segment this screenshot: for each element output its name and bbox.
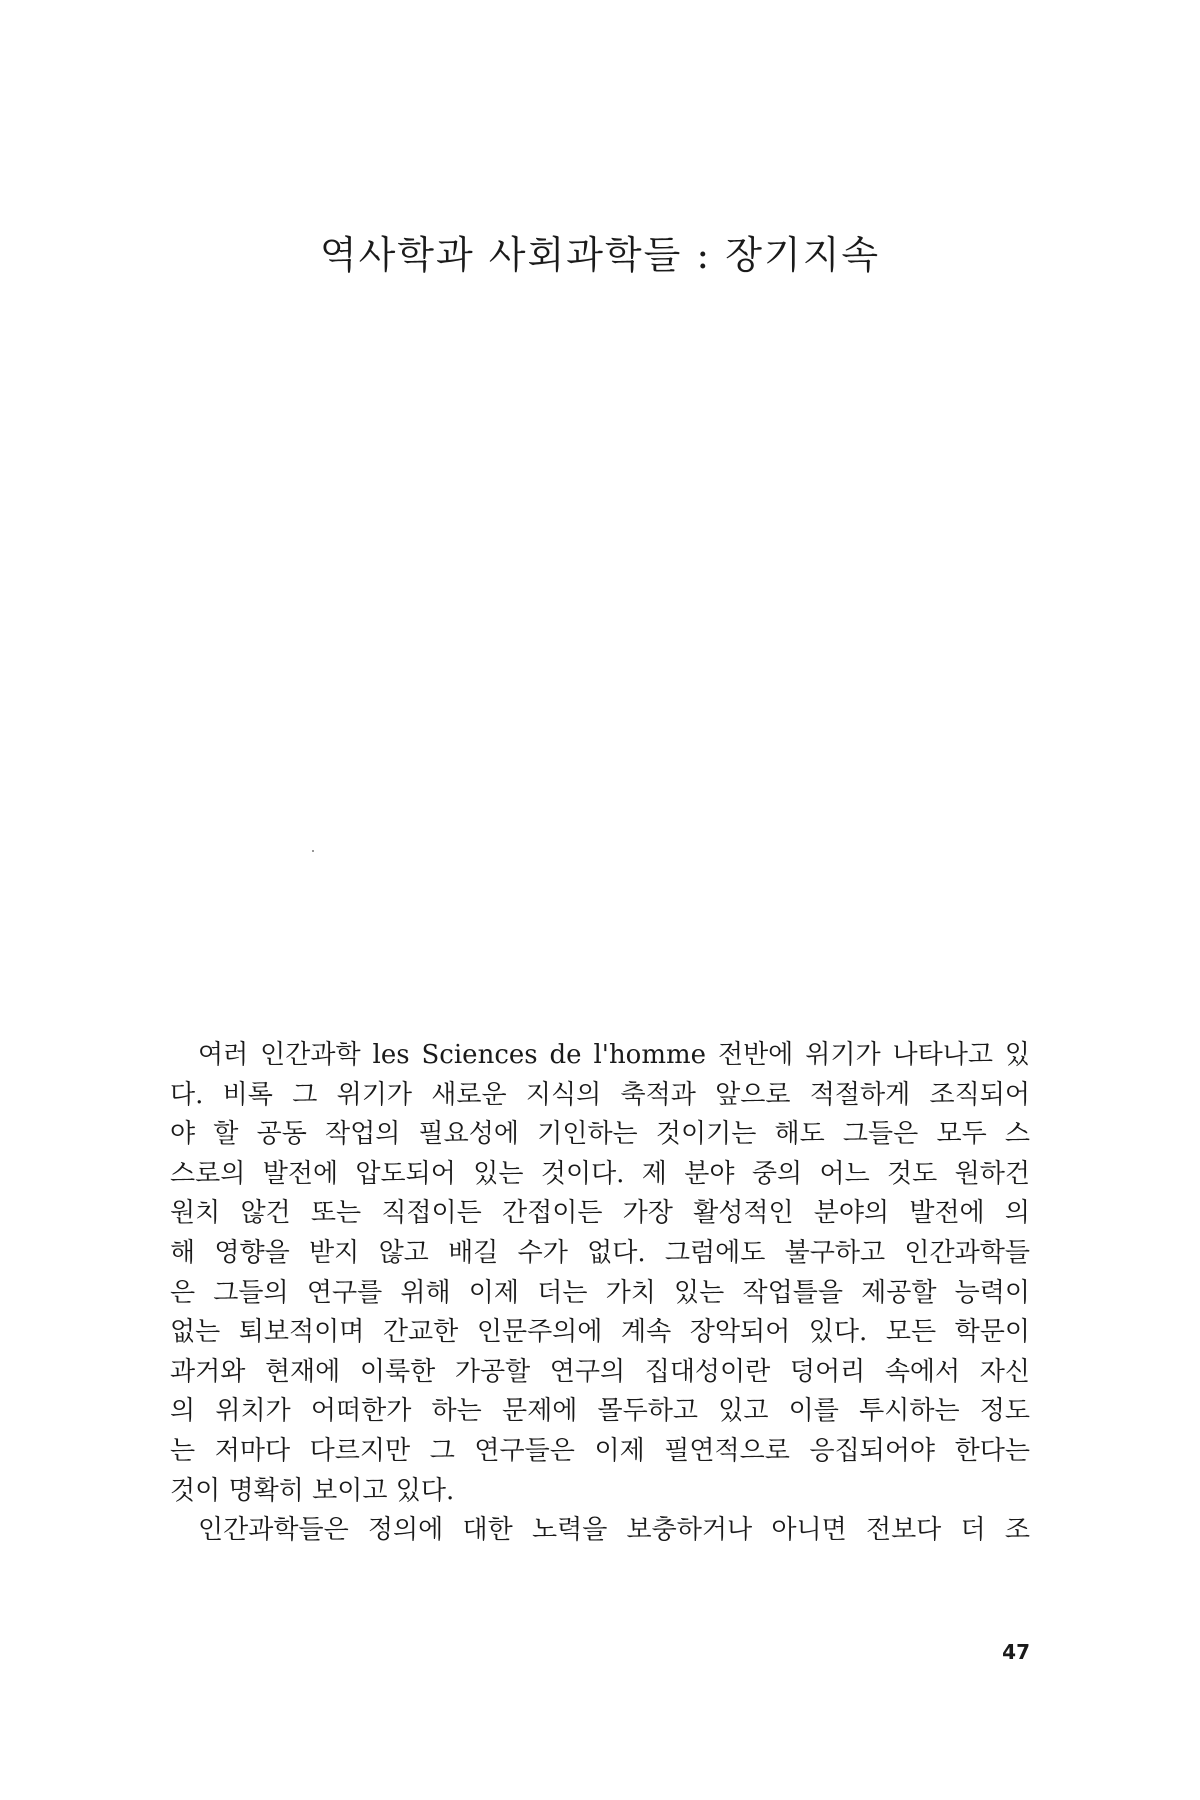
body-line: 의 위치가 어떠한가 하는 문제에 몰두하고 있고 이를 투시하는 정도 <box>170 1396 1030 1427</box>
body-line: 것이 명확히 보이고 있다. <box>170 1475 455 1506</box>
chapter-title: 역사학과 사회과학들 : 장기지속 <box>319 233 881 277</box>
body-line: 인간과학들은 정의에 대한 노력을 보충하거나 아니면 전보다 더 조 <box>198 1515 1030 1546</box>
body-line: 는 저마다 다르지만 그 연구들은 이제 필연적으로 응집되어야 한다는 <box>170 1435 1030 1466</box>
body-line: 은 그들의 연구를 위해 이제 더는 가치 있는 작업틀을 제공할 능력이 <box>170 1277 1030 1308</box>
body-line: 없는 퇴보적이며 간교한 인문주의에 계속 장악되어 있다. 모든 학문이 <box>170 1317 1030 1348</box>
body-line: 스로의 발전에 압도되어 있는 것이다. 제 분야 중의 어느 것도 원하건 <box>170 1158 1030 1189</box>
body-text <box>170 1036 1030 1551</box>
body-line: 여러 인간과학 les Sciences de l'homme 전반에 위기가 나타나고 있 <box>198 1040 1030 1070</box>
page-number: 47 <box>1002 1640 1030 1664</box>
body-line: 원치 않건 또는 직접이든 간접이든 가장 활성적인 분야의 발전에 의 <box>170 1198 1030 1229</box>
body-line: 야 할 공동 작업의 필요성에 기인하는 것이기는 해도 그들은 모두 스 <box>170 1119 1030 1150</box>
body-line: 다. 비록 그 위기가 새로운 지식의 축적과 앞으로 적절하게 조직되어 <box>170 1079 1030 1110</box>
print-speck <box>312 850 314 852</box>
body-line: 해 영향을 받지 않고 배길 수가 없다. 그럼에도 불구하고 인간과학들 <box>170 1237 1030 1268</box>
body-line: 과거와 현재에 이룩한 가공할 연구의 집대성이란 덩어리 속에서 자신 <box>170 1356 1030 1387</box>
